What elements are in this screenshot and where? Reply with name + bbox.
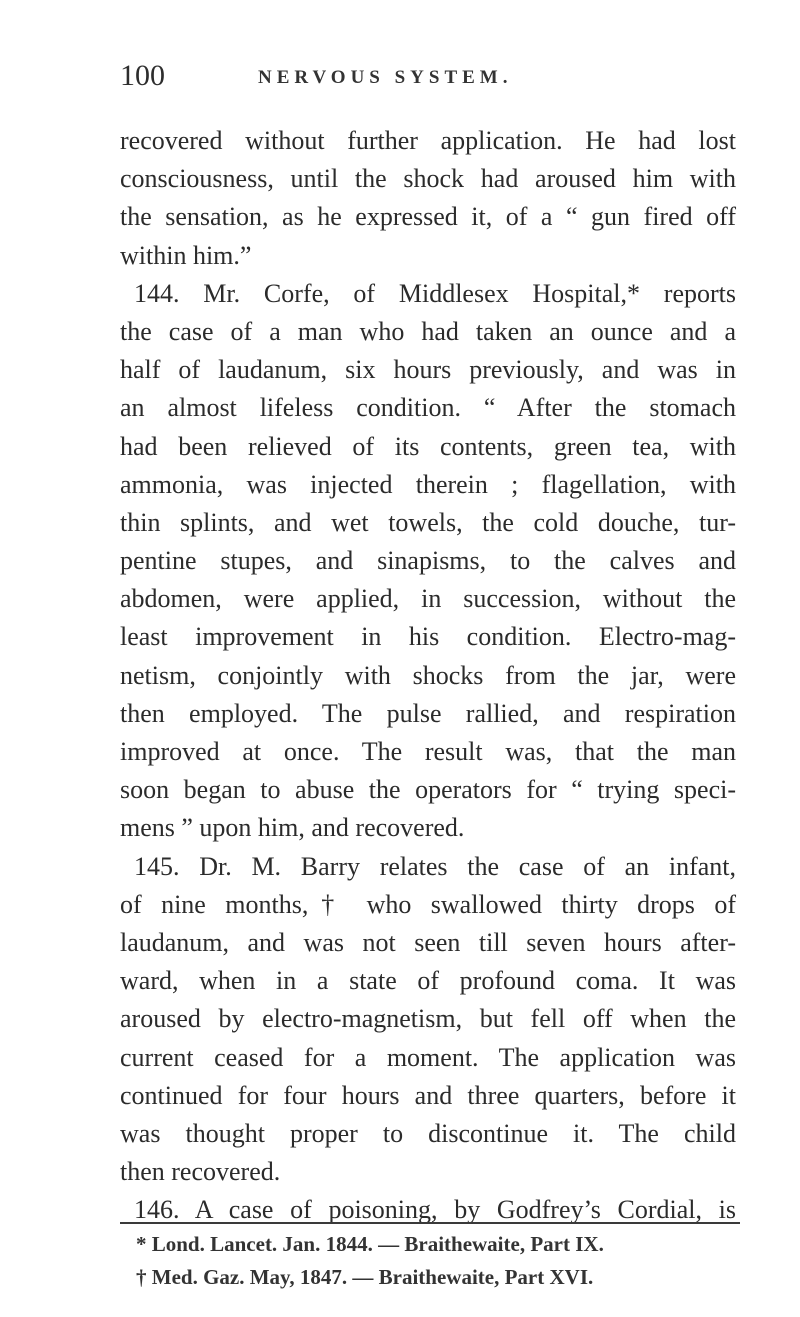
text-line: improved at once. The result was, that the man [120,737,736,766]
text-line: the sensation, as he expressed it, of a “ gun fired off [120,202,736,232]
text-line: current ceased for a moment. The application was [120,1042,736,1072]
text-line: then recovered. [120,1157,281,1187]
paragraph-144-start: 144. Mr. Corfe, of Middlesex Hospital,* reports [134,278,736,308]
text-line: abdomen, were applied, in succession, without the [120,584,736,614]
paragraph-146-start: 146. A case of poisoning, by Godfrey’s Cordial, is [134,1195,736,1225]
text-line: netism, conjointly with shocks from the jar, were [120,660,736,690]
text-line: had been relieved of its contents, green tea, with [120,431,736,461]
text-line: pentine stupes, and sinapisms, to the calves and [120,546,736,576]
running-head: NERVOUS SYSTEM. [258,67,513,88]
text-line: laudanum, and was not seen till seven hours after- [120,927,736,957]
text-line: consciousness, until the shock had aroused him with [120,164,736,194]
page-header [120,58,740,98]
text-line: least improvement in his condition. Electro-mag- [120,622,736,652]
text-line: then employed. The pulse rallied, and respiration [120,698,736,728]
text-line: ward, when in a state of profound coma. It was [120,966,736,996]
text-line: recovered without further application. He had lost [120,126,736,155]
body-text [120,122,736,1229]
footnote-divider [120,1222,740,1224]
text-line: of nine months,† who swallowed thirty drops of [120,889,736,919]
text-line: ammonia, was injected therein ; flagellation, with [120,469,736,499]
text-line: half of laudanum, six hours previously, and was in [120,355,736,385]
text-line: within him.” [120,240,252,270]
text-line: continued for four hours and three quarters, before it [120,1080,736,1110]
page-number: 100 [120,59,165,92]
text-line: mens ” upon him, and recovered. [120,813,465,843]
text-line: soon began to abuse the operators for “ trying speci- [120,775,736,805]
text-line: the case of a man who had taken an ounce and a [120,316,736,346]
footnote-dagger: † Med. Gaz. May, 1847. — Braithewaite, Part XVI. [136,1265,594,1289]
footnotes [136,1228,740,1294]
text-line: an almost lifeless condition. “ After the stomach [120,393,736,423]
footnote-asterisk: * Lond. Lancet. Jan. 1844. — Braithewaite, Part IX. [136,1232,604,1256]
text-line: thin splints, and wet towels, the cold douche, tur- [120,507,736,537]
paragraph-145-start: 145. Dr. M. Barry relates the case of an infant, [134,851,736,881]
text-line: was thought proper to discontinue it. The child [120,1118,736,1148]
text-line: aroused by electro-magnetism, but fell off when the [120,1004,736,1034]
